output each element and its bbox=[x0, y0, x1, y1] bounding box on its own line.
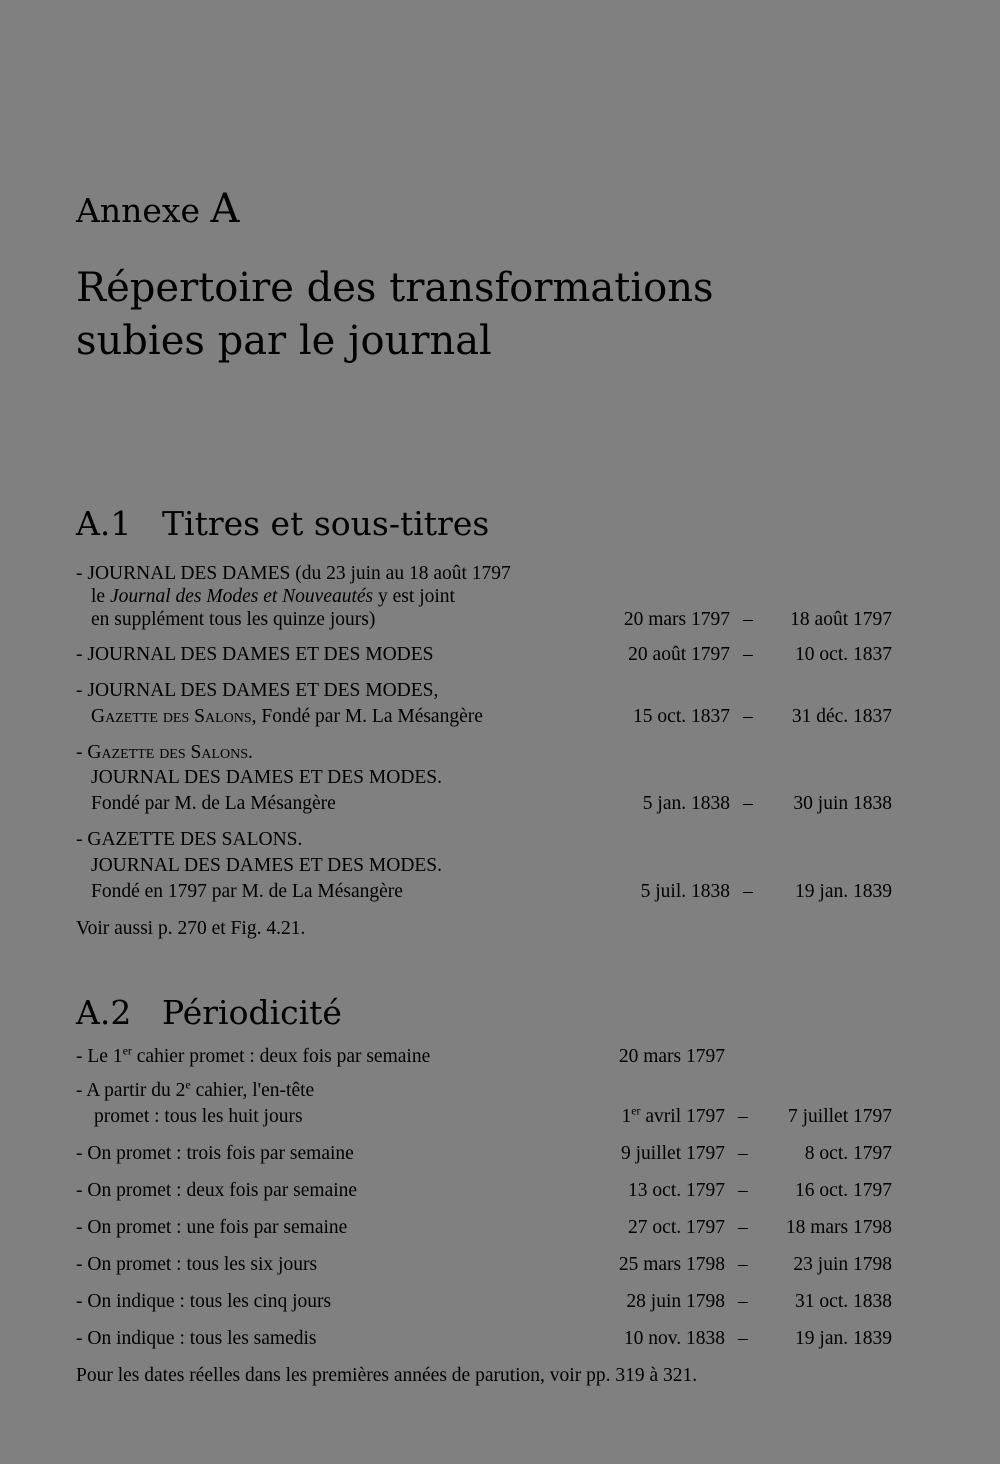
date-dash: – bbox=[738, 1291, 748, 1312]
date-dash: – bbox=[743, 793, 753, 814]
date-start: 5 juil. 1838 bbox=[640, 881, 730, 902]
entry-line: - On promet : tous les six jours bbox=[76, 1254, 318, 1275]
entry-line: en supplément tous les quinze jours) bbox=[91, 609, 376, 630]
entry-line: JOURNAL DES DAMES ET DES MODES. bbox=[91, 767, 443, 788]
date-start: 13 oct. 1797 bbox=[628, 1180, 725, 1201]
date-start: 20 mars 1797 bbox=[623, 609, 730, 630]
date-start: 15 oct. 1837 bbox=[633, 706, 730, 727]
section-heading-a2 bbox=[76, 993, 342, 1032]
date-dash: – bbox=[738, 1143, 748, 1164]
date-dash: – bbox=[743, 881, 753, 902]
date-dash: – bbox=[743, 609, 753, 630]
entry-line: le Journal des Modes et Nouveautés y est joint bbox=[91, 586, 455, 607]
date-dash: – bbox=[738, 1254, 748, 1275]
section-note: Pour les dates réelles dans les premières années de parution, voir pp. 319 à 321. bbox=[76, 1365, 698, 1386]
entry-line: - On indique : tous les samedis bbox=[76, 1328, 317, 1349]
date-dash: – bbox=[738, 1328, 748, 1349]
annex-letter: A bbox=[210, 186, 240, 232]
date-end: 23 juin 1798 bbox=[793, 1254, 892, 1275]
entry-line: Fondé en 1797 par M. de La Mésangère bbox=[91, 881, 403, 902]
date-start: 20 août 1797 bbox=[628, 644, 730, 665]
entry-line: promet : tous les huit jours bbox=[94, 1106, 303, 1127]
entry-line: - Le 1er cahier promet : deux fois par semaine bbox=[76, 1043, 431, 1067]
date-end: 19 jan. 1839 bbox=[795, 881, 892, 902]
section-title: Périodicité bbox=[162, 993, 342, 1032]
date-start: 27 oct. 1797 bbox=[628, 1217, 725, 1238]
date-dash: – bbox=[743, 644, 753, 665]
date-start: 20 mars 1797 bbox=[618, 1046, 725, 1067]
date-start: 10 nov. 1838 bbox=[623, 1328, 725, 1349]
annex-word: Annexe bbox=[76, 191, 201, 230]
entry-line: - On indique : tous les cinq jours bbox=[76, 1291, 332, 1312]
section-heading-a1 bbox=[76, 504, 489, 543]
date-end: 10 oct. 1837 bbox=[795, 644, 892, 665]
entry-line: - JOURNAL DES DAMES (du 23 juin au 18 août 1797 bbox=[76, 563, 511, 584]
entry-line: - On promet : une fois par semaine bbox=[76, 1217, 348, 1238]
entry-line: - On promet : trois fois par semaine bbox=[76, 1143, 354, 1164]
date-start: 1er avril 1797 bbox=[621, 1103, 725, 1127]
date-start: 9 juillet 1797 bbox=[621, 1143, 725, 1164]
section-number: A.1 bbox=[76, 504, 132, 543]
date-end: 8 oct. 1797 bbox=[804, 1143, 892, 1164]
chapter-title-line-1: Répertoire des transformations bbox=[76, 265, 714, 311]
chapter-title bbox=[76, 262, 776, 368]
date-dash: – bbox=[738, 1106, 748, 1127]
date-end: 16 oct. 1797 bbox=[795, 1180, 892, 1201]
date-start: 25 mars 1798 bbox=[618, 1254, 725, 1275]
annex-label bbox=[76, 186, 239, 232]
date-end: 19 jan. 1839 bbox=[795, 1328, 892, 1349]
date-end: 7 juillet 1797 bbox=[788, 1106, 892, 1127]
section-title: Titres et sous-titres bbox=[162, 504, 490, 543]
date-dash: – bbox=[743, 706, 753, 727]
entry-line: - GAZETTE DES SALONS. bbox=[76, 829, 303, 850]
date-end: 31 oct. 1838 bbox=[795, 1291, 892, 1312]
entry-line: Fondé par M. de La Mésangère bbox=[91, 793, 336, 814]
entry-line: Gazette des Salons, Fondé par M. La Mésangère bbox=[91, 706, 483, 727]
date-end: 18 août 1797 bbox=[790, 609, 892, 630]
date-start: 5 jan. 1838 bbox=[642, 793, 730, 814]
date-dash: – bbox=[738, 1180, 748, 1201]
date-dash: – bbox=[738, 1217, 748, 1238]
section-number: A.2 bbox=[76, 993, 132, 1032]
entry-line: - JOURNAL DES DAMES ET DES MODES bbox=[76, 644, 434, 665]
entry-line: JOURNAL DES DAMES ET DES MODES. bbox=[91, 855, 443, 876]
section-note: Voir aussi p. 270 et Fig. 4.21. bbox=[76, 918, 306, 939]
entry-line: - Gazette des Salons. bbox=[76, 742, 253, 763]
date-start: 28 juin 1798 bbox=[626, 1291, 725, 1312]
chapter-title-line-2: subies par le journal bbox=[76, 318, 492, 364]
date-end: 30 juin 1838 bbox=[793, 793, 892, 814]
date-end: 18 mars 1798 bbox=[785, 1217, 892, 1238]
entry-line: - JOURNAL DES DAMES ET DES MODES, bbox=[76, 680, 439, 701]
entry-line: - On promet : deux fois par semaine bbox=[76, 1180, 358, 1201]
entry-line: - A partir du 2e cahier, l'en-tête bbox=[76, 1077, 315, 1101]
date-end: 31 déc. 1837 bbox=[791, 706, 892, 727]
